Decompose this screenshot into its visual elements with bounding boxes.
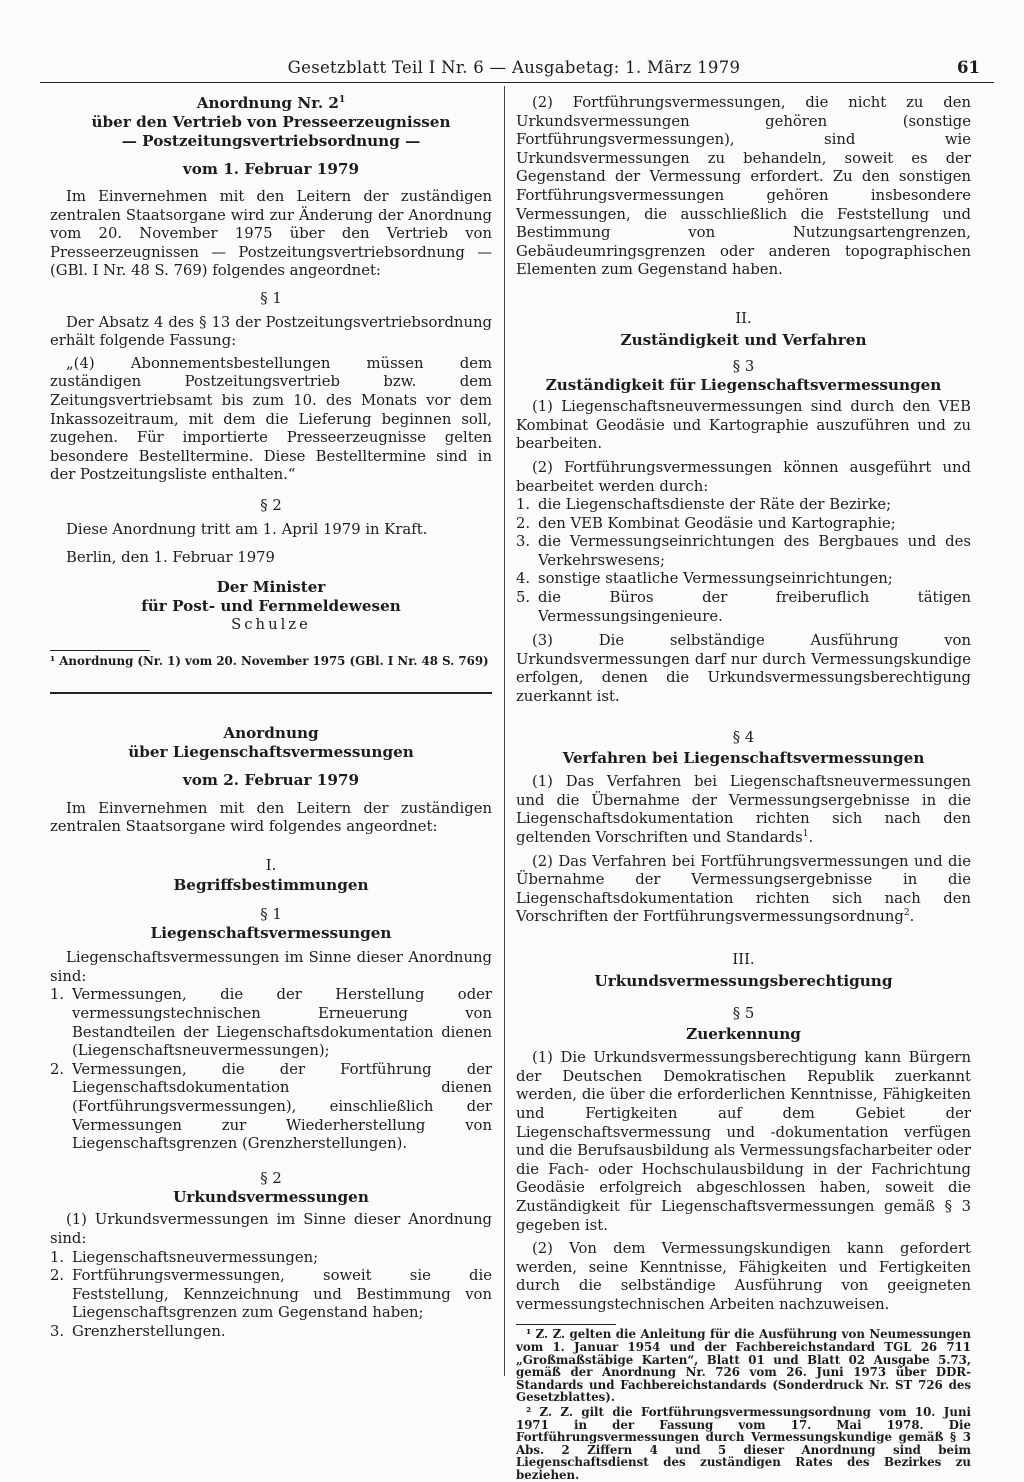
anordnung2-par2: § 2 xyxy=(260,496,282,514)
signature-name: Schulze xyxy=(231,615,311,633)
par4-para2: (2) Das Verfahren bei Fortführungsvermessungen und die Übernahme der Vermessungsergebnisse in die Liegenschaftsdokumentation richten sich nach den Vorschriften der Fortführungsvermessungsordnung$^2$. xyxy=(516,852,971,926)
signature-ministry: für Post- und Fernmeldewesen xyxy=(141,596,401,615)
section-3-title: Urkundsvermessungsberechtigung xyxy=(594,971,893,990)
par1-title: Liegenschaftsvermessungen xyxy=(150,924,392,943)
section-3-number: III. xyxy=(732,950,755,968)
signature-title: Der Minister xyxy=(216,577,326,596)
anordnung2-short-title: — Postzeitungsvertriebsordnung — xyxy=(121,132,421,150)
list-item: 4. sonstige staatliche Vermessungseinrichtungen; xyxy=(516,570,893,588)
list-item: 1. Vermessungen, die der Herstellung oder vermessungstechnischen Erneuerung von Bestandteilen der Liegenschaftsdokumentation dienen (Liegenschaftsneuvermessungen); xyxy=(50,986,492,1060)
list-item: 1. Liegenschaftsneuvermessungen; xyxy=(50,1248,319,1266)
anordnung-subject: über Liegenschaftsvermessungen xyxy=(128,742,414,761)
list-item: 2. Vermessungen, die der Fortführung der Liegenschaftsdokumentation dienen (Fortführungsvermessungen), einschließlich der Vermessungen zur Wiederherstellung von Liegenschaftsgrenzen (Grenzherstellungen). xyxy=(50,1060,492,1153)
par4-title: Verfahren bei Liegenschaftsvermessungen xyxy=(562,749,925,768)
header-rule xyxy=(40,82,994,83)
footnote-r2: ² Z. Z. gilt die Fortführungsvermessungsordnung vom 10. Juni 1971 in der Fassung vom 17. Mai 1978. Die Fortführungsvermessungen durch Vermessungskundige gemäß § 3 Abs. 2 Ziffern 4 und 5 dieser Anordnung sind beim Liegenschaftsdienst des zuständigen Rates des Bezirkes zu beziehen. xyxy=(516,1405,971,1482)
par3-para2: (2) Fortführungsvermessungen können ausgeführt und bearbeitet werden durch: xyxy=(516,458,971,495)
anordnung2-title: Anordnung Nr. $2^1$ xyxy=(196,94,346,112)
anordnung-intro: Im Einvernehmen mit den Leitern der zuständigen zentralen Staatsorgane wird folgendes angeordnet: xyxy=(50,799,492,836)
par5-title: Zuerkennung xyxy=(686,1025,801,1044)
header-title: Gesetzblatt Teil I Nr. 6 — Ausgabetag: 1. März 1979 xyxy=(287,58,741,77)
anordnung2-par1-text: Der Absatz 4 des § 13 der Postzeitungsvertriebsordnung erhält folgende Fassung: xyxy=(50,313,492,350)
list-item: 3. die Vermessungseinrichtungen des Bergbaues und des Verkehrswesens; xyxy=(516,533,971,569)
footnote-rule-right xyxy=(516,1324,616,1325)
section-1-title: Begriffsbestimmungen xyxy=(173,875,369,894)
par3-title: Zuständigkeit für Liegenschaftsvermessungen xyxy=(545,376,942,395)
par4-para1: (1) Das Verfahren bei Liegenschaftsneuvermessungen und die Übernahme der Vermessungsergebnisse in die Liegenschaftsdokumentation richten sich nach den geltenden Vorschriften und Standards$^1$. xyxy=(516,773,971,846)
section-1-number: I. xyxy=(265,857,277,875)
section-separator xyxy=(50,692,492,694)
par2-intro: (1) Urkundsvermessungen im Sinne dieser Anordnung sind: xyxy=(50,1211,492,1247)
par2-list xyxy=(50,1249,492,1342)
par2-title: Urkundsvermessungen xyxy=(173,1188,369,1207)
list-item: 5. die Büros der freiberuflich tätigen Vermessungsingenieure. xyxy=(516,589,971,625)
section-2-number: II. xyxy=(735,309,752,327)
par2-para2: (2) Fortführungsvermessungen, die nicht zu den Urkundsvermessungen gehören (sonstige Fortführungsvermessungen), sind wie Urkundsvermessungen zu behandeln, soweit es der Gegenstand der Vermessung erfordert. Zu den sonstigen Fortführungsvermessungen gehören insbesondere Vermessungen, die ausschließlich die Feststellung und Bestimmung von Nutzungsartengrenzen, Gebäudeumringsgrenzen oder anderen topographischen Elementen zum Gegenstand haben. xyxy=(516,94,971,279)
anordnung2-quote: „(4) Abonnementsbestellungen müssen dem zuständigen Postzeitungsvertrieb bzw. dem Zeitungsvertriebsamt bis zum 10. des Monats vor dem Inkassozeitraum, mit dem die Lieferung beginnen soll, zugehen. Für importierte Presseerzeugnisse gelten besondere Bestelltermine. Diese Bestelltermine sind in der Postzeitungsliste enthalten.“ xyxy=(50,354,492,484)
anordnung2-par1: § 1 xyxy=(260,289,282,307)
page-number: 61 xyxy=(957,58,980,77)
anordnung2-par2-text: Diese Anordnung tritt am 1. April 1979 in Kraft. xyxy=(66,520,428,538)
par2-number: § 2 xyxy=(260,1169,282,1187)
par1-list xyxy=(50,986,492,1153)
column-divider xyxy=(504,86,505,1376)
par4-number: § 4 xyxy=(732,728,755,746)
footnote-r1: ¹ Z. Z. gelten die Anleitung für die Ausführung von Neumessungen vom 1. Januar 1954 und der Fachbereichstandard TGL 26 711 „Großmaßstäbige Karten“, Blatt 01 und Blatt 02 Ausgabe 5.73, gemäß der Anordnung Nr. 726 vom 26. Juni 1973 über DDR-Standards und Fachbereichstandards (Sonderdruck Nr. ST 726 des Gesetzblattes). xyxy=(516,1327,971,1405)
list-item: 1. die Liegenschaftsdienste der Räte der Bezirke; xyxy=(516,496,892,514)
section-2-title: Zuständigkeit und Verfahren xyxy=(620,330,867,349)
anordnung2-subject: über den Vertrieb von Presseerzeugnissen xyxy=(91,113,451,131)
anordnung2-place-date: Berlin, den 1. Februar 1979 xyxy=(66,549,275,567)
anordnung-date: vom 2. Februar 1979 xyxy=(182,770,360,789)
footnote-rule xyxy=(50,650,150,651)
par5-para1: (1) Die Urkundsvermessungsberechtigung kann Bürgern der Deutschen Demokratischen Republik zuerkannt werden, die über die erforderlichen Kenntnisse, Fähigkeiten und Fertigkeiten auf dem Gebiet der Liegenschaftsvermessung und -dokumentation verfügen und die Berufsausbildung als Vermessungsfacharbeiter oder die Fach- oder Hochschulausbildung in der Fachrichtung Geodäsie erfolgreich abgeschlossen haben, soweit die Zuständigkeit für Liegenschaftsvermessungen gemäß § 3 gegeben ist. xyxy=(516,1049,971,1234)
anordnung2-intro: Im Einvernehmen mit den Leitern der zuständigen zentralen Staatsorgane wird zur Änderung der Anordnung vom 20. November 1975 über den Vertrieb von Presseerzeugnissen — Postzeitungsvertriebsordnung — (GBl. I Nr. 48 S. 769) folgendes angeordnet: xyxy=(50,188,492,280)
right-column xyxy=(516,94,971,1482)
list-item: 3. Grenzherstellungen. xyxy=(50,1322,226,1340)
par3-para1: (1) Liegenschaftsneuvermessungen sind durch den VEB Kombinat Geodäsie und Kartographie auszuführen und zu bearbeiten. xyxy=(516,398,971,453)
list-item: 2. den VEB Kombinat Geodäsie und Kartographie; xyxy=(516,514,896,532)
par3-number: § 3 xyxy=(732,357,755,375)
list-item: 2. Fortführungsvermessungen, soweit sie die Feststellung, Kennzeichnung und Bestimmung von Liegenschaftsgrenzen zum Gegenstand haben; xyxy=(50,1267,492,1322)
left-column xyxy=(50,94,492,1342)
par1-number: § 1 xyxy=(260,905,282,923)
page-header xyxy=(40,58,988,82)
par1-intro: Liegenschaftsvermessungen im Sinne dieser Anordnung sind: xyxy=(50,949,492,985)
footnote-1: ¹ Anordnung (Nr. 1) vom 20. November 1975 (GBl. I Nr. 48 S. 769) xyxy=(50,654,489,669)
par5-number: § 5 xyxy=(732,1004,755,1022)
par3-para3: (3) Die selbständige Ausführung von Urkundsvermessungen darf nur durch Vermessungskundige erfolgen, denen die Urkundsvermessungsberechtigung zuerkannt ist. xyxy=(516,632,971,706)
par3-list xyxy=(516,496,971,626)
anordnung-title: Anordnung xyxy=(223,723,319,742)
anordnung2-date: vom 1. Februar 1979 xyxy=(182,160,360,178)
par5-para2: (2) Von dem Vermessungskundigen kann gefordert werden, seine Kenntnisse, Fähigkeiten und Fertigkeiten durch die selbständige Ausführung von geeigneten vermessungstechnischen Arbeiten nachzuweisen. xyxy=(516,1240,971,1313)
